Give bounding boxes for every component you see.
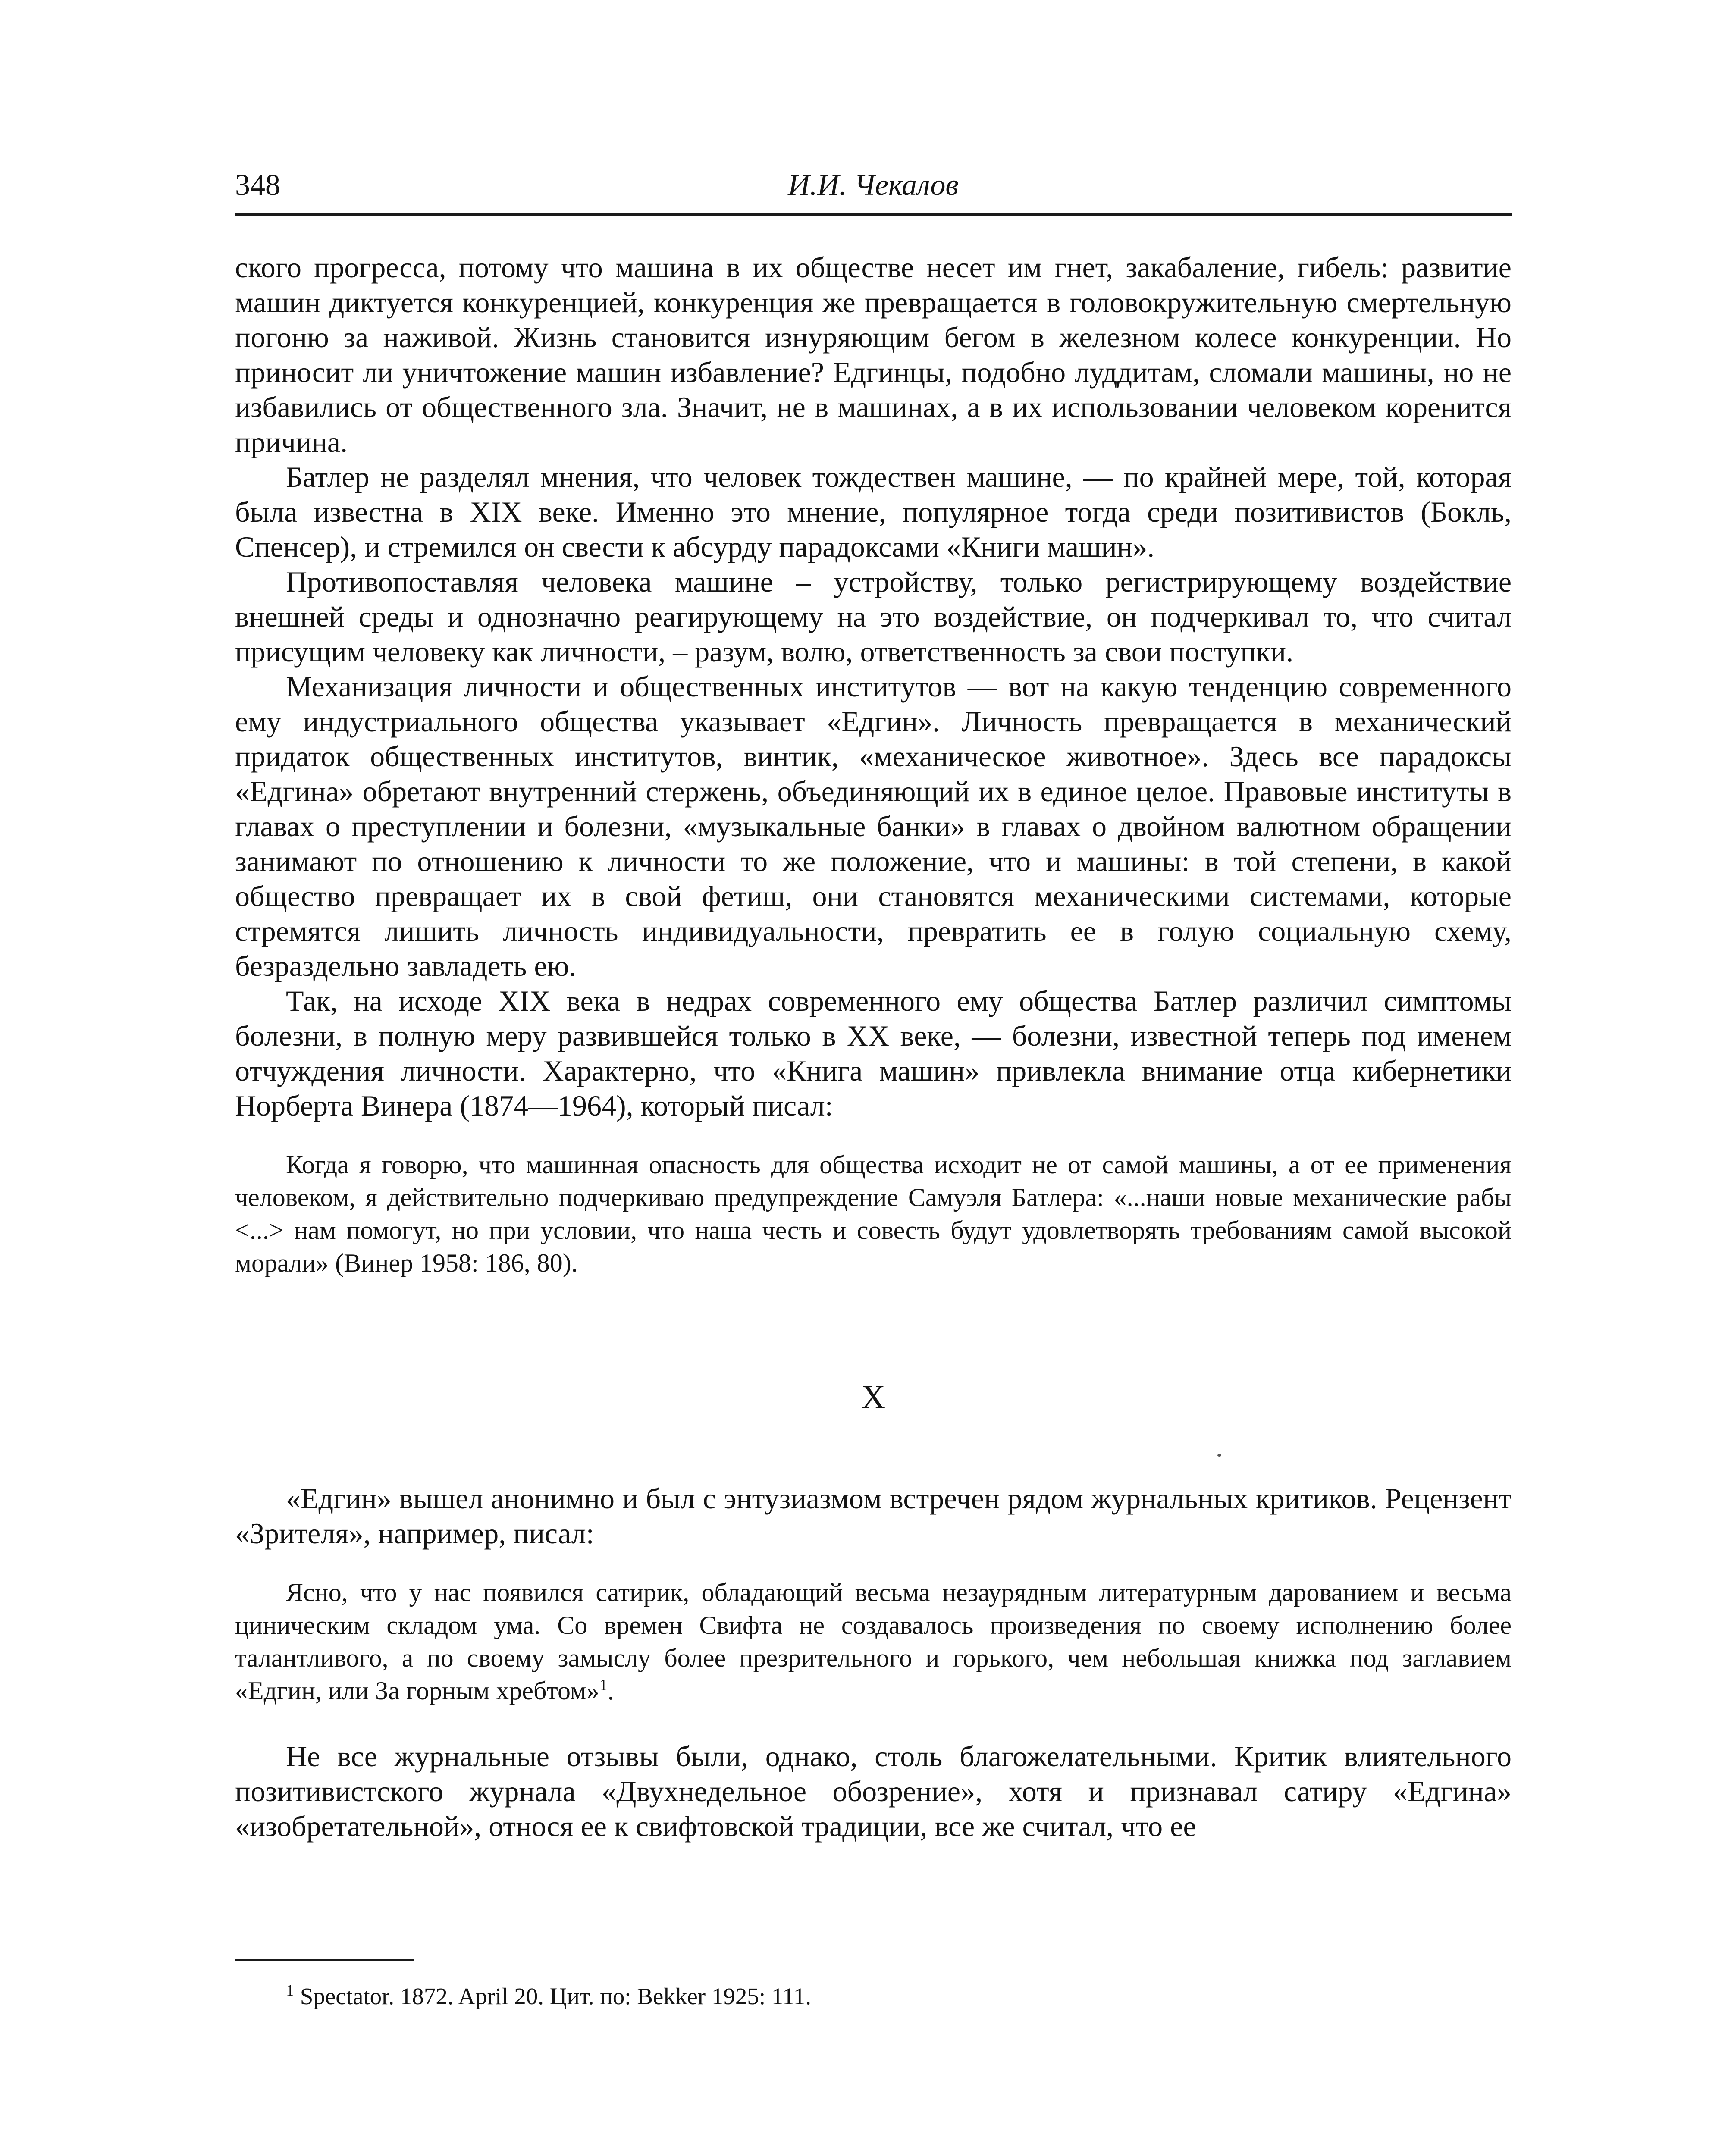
footnote <box>235 1981 1512 2012</box>
block-quote-wiener: Когда я говорю, что машинная опасность для общества исходит не от самой машины, а от ее применения человеком, я действительно подчеркиваю предупреждение Самуэля Батлера: «...наши новые механические рабы <...> нам помогут, но при условии, что наша честь и совесть будут удовлетворять требованиям самой высокой морали» (Винер 1958: 186, 80). <box>235 1150 1512 1277</box>
paragraph-5: Так, на исходе XIX века в недрах современного ему общества Батлер различил симптомы болезни, в полную меру развившейся только в XX веке, — болезни, известной теперь под именем отчуждения личности. Характерно, что «Книга машин» привлекла внимание отца кибернетики Норберта Винера (1874—1964), который писал: <box>235 984 1512 1122</box>
footnote-divider <box>235 1959 414 1961</box>
main-text <box>235 250 1512 1844</box>
block-quote-spectator: Ясно, что у нас появился сатирик, обладающий весьма незаурядным литературным дарованием и весьма циническим складом ума. Со времен Свифта не создавалось произведения по своему исполнению более талантливого, а по своему замыслу более презрительного и горького, чем небольшая книжка под заглавием «Едгин, или За горным хребтом»$^1$. <box>235 1578 1512 1705</box>
scan-speck <box>1217 1454 1221 1457</box>
paragraph-1: ского прогресса, потому что машина в их обществе несет им гнет, закабаление, гибель: развитие машин диктуется конкуренцией, конкуренция же превращается в головокружительную смертельную погоню за наживой. Жизнь становится изнуряющим бегом в железном колесе конкуренции. Но приносит ли уничтожение машин избавление? Едгинцы, подобно луддитам, сломали машины, но не избавились от общественного зла. Значит, не в машинах, а в их использовании человеком коренится причина. <box>235 251 1512 458</box>
paragraph-7: Не все журнальные отзывы были, однако, столь благожелательными. Критик влиятельного позитивистского журнала «Двухнедельное обозрение», хотя и признавал сатиру «Едгина» «изобретательной», относя ее к свифтовской традиции, все же считал, что ее <box>235 1740 1512 1843</box>
footnote-marker: 1 <box>286 1981 294 2000</box>
running-head: И.И. Чекалов <box>788 169 959 202</box>
footnote-text: Spectator. 1872. April 20. Цит. по: Bekker 1925: 111. <box>294 1983 812 2009</box>
section-heading: X <box>861 1378 886 1416</box>
page-number: 348 <box>235 169 280 202</box>
quote-text: Ясно, что у нас появился сатирик, обладающий весьма незаурядным литературным дарованием и весьма циническим складом ума. Со времен Свифта не создавалось произведения по своему исполнению более талантливого, а по своему замыслу более презрительного и горького, чем небольшая книжка под заглавием «Едгин, или За горным хребтом» <box>235 1578 1512 1705</box>
paragraph-6: «Едгин» вышел анонимно и был с энтузиазмом встречен рядом журнальных критиков. Рецензент «Зрителя», например, писал: <box>235 1482 1512 1550</box>
page-header <box>235 166 1512 216</box>
paragraph-4: Механизация личности и общественных институтов — вот на какую тенденцию современного ему индустриального общества указывает «Едгин». Личность превращается в механический придаток общественных институтов, винтик, «механическое животное». Здесь все парадоксы «Едгина» обретают внутренний стержень, объединяющий их в единое целое. Правовые институты в главах о преступлении и болезни, «музыкальные банки» в главах о двойном валютном обращении занимают по отношению к личности то же положение, что и машины: в той степени, в какой общество превращает их в свой фетиш, они становятся механическими системами, которые стремятся лишить личность индивидуальности, превратить ее в голую социальную схему, безраздельно завладеть ею. <box>235 670 1512 982</box>
paragraph-2: Батлер не разделял мнения, что человек тождествен машине, — по крайней мере, той, которая была известна в XIX веке. Именно это мнение, популярное тогда среди позитивистов (Бокль, Спенсер), и стремился он свести к абсурду парадоксами «Книги машин». <box>235 461 1512 563</box>
paragraph-3: Противопоставляя человека машине – устройству, только регистрирующему воздействие внешней среды и однозначно реагирующему на это воздействие, он подчеркивал то, что считал присущим человеку как личности, – разум, волю, ответственность за свои поступки. <box>235 565 1512 668</box>
footnote-reference[interactable]: 1 <box>599 1676 608 1694</box>
